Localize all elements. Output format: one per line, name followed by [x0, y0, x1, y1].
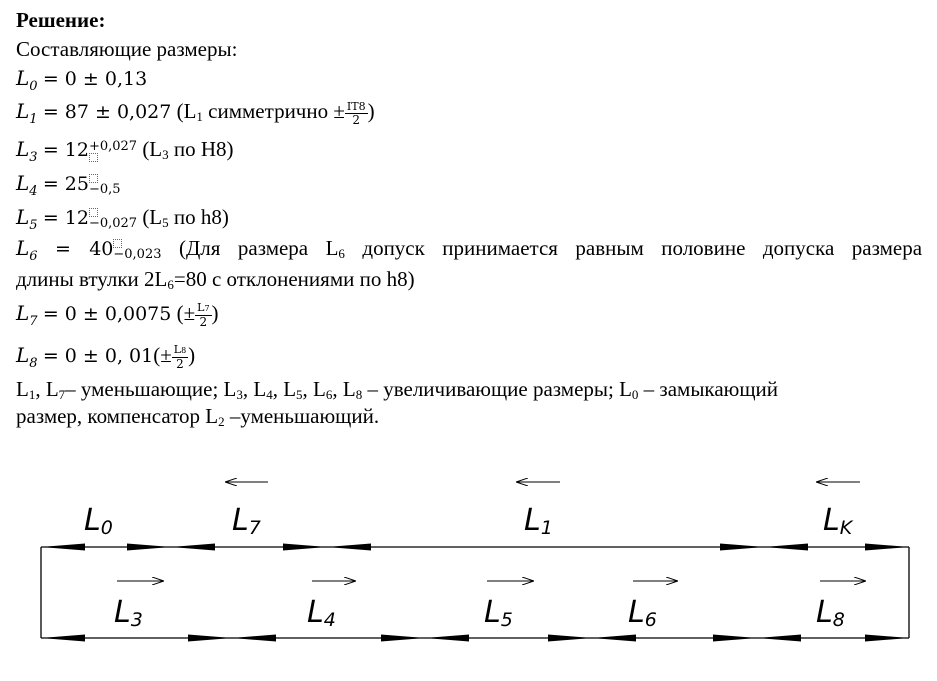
intro-text: Составляющие размеры:: [16, 37, 238, 61]
fraction-l8: $\frac{L8}{2}$: [173, 343, 187, 372]
fraction-it8: $\frac{IT8}{2}$: [346, 99, 366, 127]
deviation-l4: −0,5: [89, 174, 121, 196]
formula-l6-continuation: длины втулки 2L6=80 с отклонениями по h8): [16, 267, 415, 292]
diagram-label-l6: L6: [628, 595, 657, 631]
diagram-label-l1: L1: [524, 503, 553, 539]
formula-l6: $L_6 = 40$ −0,023 (Для размера L6 допуск принимается равным половине допуска размера: [16, 236, 923, 264]
diagram-label-lk: LK: [823, 503, 853, 539]
deviation-l3: +0,027: [89, 140, 137, 162]
diagram-label-l3: L3: [114, 595, 143, 631]
diagram-label-l4: L4: [307, 595, 336, 631]
diagram-label-l5: L5: [484, 595, 513, 631]
fraction-l7: $\frac{L7}{2}$: [197, 301, 210, 330]
diagram-label-l0: L0: [84, 503, 113, 539]
deviation-l5: −0,027: [89, 208, 137, 230]
formula-l4: $L_4 = 25$ −0,5: [16, 171, 121, 199]
solution-heading: Решение:: [16, 8, 106, 32]
summary-line-1: L1, L7– уменьшающие; L3, L4, L5, L6, L8 – увеличивающие размеры; L0 – замыкающий: [16, 377, 778, 402]
diagram-label-l7: L7: [232, 503, 261, 539]
formula-l0: $L_0 = 0 \pm 0,13$: [16, 66, 148, 94]
deviation-l6: −0,023: [113, 239, 161, 261]
formula-l8: $L_8 = 0 \pm 0$, 01(± $\frac{L8}{2}$ ): [16, 343, 196, 372]
summary-line-2: размер, компенсатор L2 –уменьшающий.: [16, 404, 380, 429]
formula-l5: $L_5 = 12$ −0,027 (L5 по h8): [16, 205, 229, 233]
formula-l3: $L_3 = 12$ +0,027 (L3 по H8): [16, 137, 234, 165]
formula-l1: $L_1 = 87 \pm 0,027$ (L1 симметрично ± $\frac{IT8}{2}$ ): [16, 99, 375, 127]
diagram-label-l8: L8: [816, 595, 845, 631]
formula-l7: $L_7 = 0 \pm 0,0075$ (± $\frac{L7}{2}$ ): [16, 301, 219, 330]
